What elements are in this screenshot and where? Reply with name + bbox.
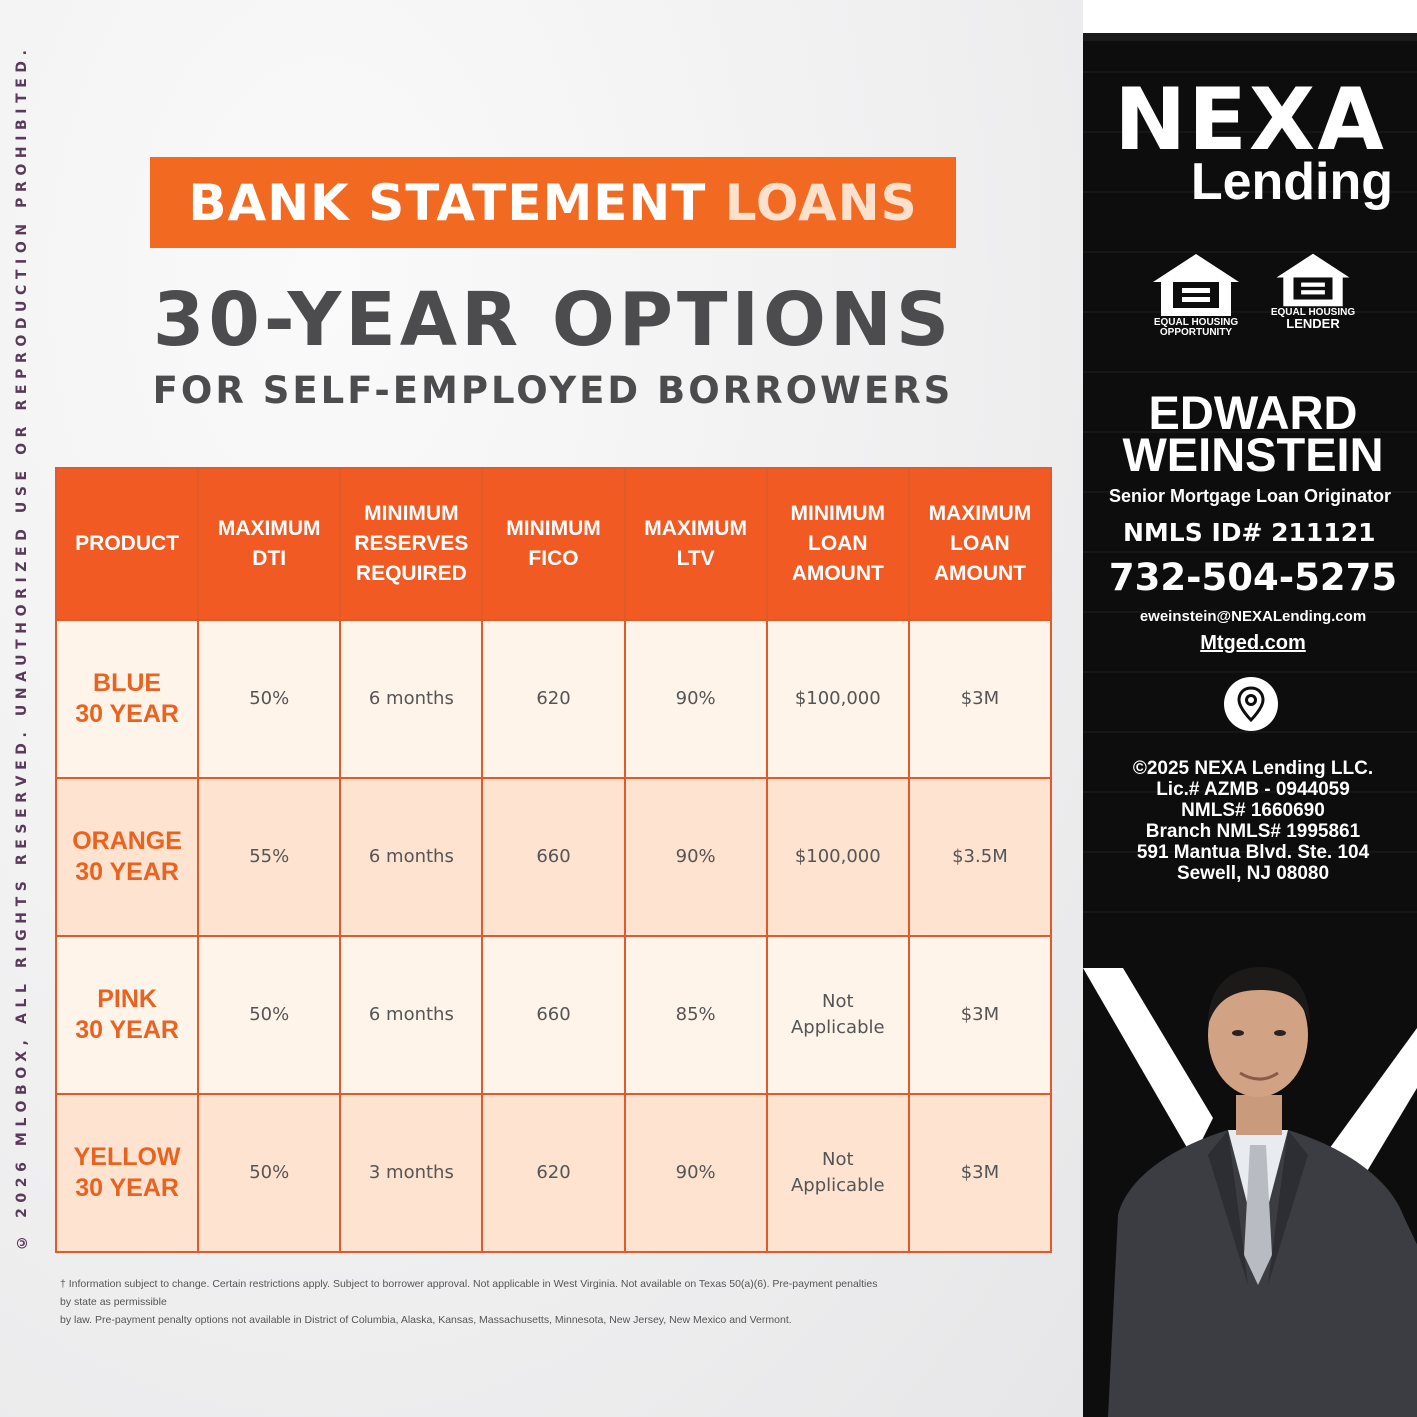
dti-cell: 50% xyxy=(198,620,340,778)
ltv-cell: 85% xyxy=(625,936,767,1094)
loan-options-table xyxy=(55,467,1052,1253)
table-row xyxy=(56,936,1051,1094)
ltv-cell: 90% xyxy=(625,778,767,936)
agent-email[interactable]: eweinstein@NEXALending.com xyxy=(1139,608,1367,625)
dti-cell: 50% xyxy=(198,1094,340,1252)
fico-cell: 660 xyxy=(482,936,624,1094)
agent-phone[interactable]: 732-504-5275 xyxy=(1108,556,1398,599)
reserves-cell: 6 months xyxy=(340,778,482,936)
reserves-cell: 6 months xyxy=(340,620,482,778)
agent-title: Senior Mortgage Loan Originator xyxy=(1108,486,1391,506)
table-row xyxy=(56,1094,1051,1252)
min-loan-cell: $100,000 xyxy=(767,778,909,936)
agent-photo xyxy=(1088,955,1417,1417)
agent-nmls: NMLS ID# 211121 xyxy=(1123,518,1376,547)
page-title: 30-YEAR OPTIONS xyxy=(152,277,954,363)
header-product: PRODUCT xyxy=(56,468,198,620)
min-loan-cell: Not Applicable xyxy=(767,1094,909,1252)
product-cell: YELLOW 30 YEAR xyxy=(56,1094,198,1252)
eho-lender-line-2: LENDER xyxy=(1286,316,1340,331)
min-loan-cell: Not Applicable xyxy=(767,936,909,1094)
header-max-ltv: MAXIMUM LTV xyxy=(625,468,767,620)
header-max-dti: MAXIMUM DTI xyxy=(198,468,340,620)
company-line: Lic.# AZMB - 0944059 xyxy=(1156,779,1350,800)
agent-panel xyxy=(1083,0,1417,1417)
reserves-cell: 6 months xyxy=(340,936,482,1094)
banner-text-primary: BANK STATEMENT xyxy=(188,173,707,232)
header-min-fico: MINIMUM FICO xyxy=(482,468,624,620)
company-line: NMLS# 1660690 xyxy=(1181,800,1325,821)
title-banner xyxy=(150,157,956,248)
reserves-cell: 3 months xyxy=(340,1094,482,1252)
company-line: Sewell, NJ 08080 xyxy=(1176,863,1330,884)
table-header-row xyxy=(56,468,1051,620)
panel-top-bar xyxy=(1083,0,1417,33)
map-pin-glyph xyxy=(1236,686,1266,722)
product-cell: BLUE 30 YEAR xyxy=(56,620,198,778)
company-info xyxy=(1083,758,1417,884)
agent-website-link[interactable]: Mtged.com xyxy=(1200,632,1306,654)
min-loan-cell: $100,000 xyxy=(767,620,909,778)
eho-line-1: EQUAL HOUSING xyxy=(1153,317,1239,328)
company-line: Branch NMLS# 1995861 xyxy=(1145,821,1361,842)
panel-top-strip xyxy=(1083,33,1417,41)
product-cell: ORANGE 30 YEAR xyxy=(56,778,198,936)
equal-housing-opportunity-logo xyxy=(1146,252,1246,338)
fico-cell: 660 xyxy=(482,778,624,936)
dti-cell: 50% xyxy=(198,936,340,1094)
header-min-reserves: MINIMUM RESERVES REQUIRED xyxy=(340,468,482,620)
nexa-logo: NEXA xyxy=(1114,70,1386,170)
banner-text-secondary: LOANS xyxy=(724,173,918,232)
table-row xyxy=(56,778,1051,936)
product-cell: PINK 30 YEAR xyxy=(56,936,198,1094)
lending-logo-text: Lending xyxy=(1190,153,1393,211)
eho-lender-line-1: EQUAL HOUSING xyxy=(1270,307,1356,318)
page-subtitle: FOR SELF-EMPLOYED BORROWERS xyxy=(152,369,954,412)
max-loan-cell: $3.5M xyxy=(909,778,1051,936)
disclaimer: † Information subject to change. Certain restrictions apply. Subject to borrower approval. Not applicable in West Virginia. Not available on Texas 50(a)(6). Pre-payment penalties by state as permissible by law. Pre-payment penalty options not available in District of Columbia, Alaska, Kansas, Massachusetts, Minnesota, New Jersey, New Mexico and Vermont. xyxy=(60,1278,878,1326)
map-pin-icon[interactable] xyxy=(1224,677,1278,731)
dti-cell: 55% xyxy=(198,778,340,936)
max-loan-cell: $3M xyxy=(909,1094,1051,1252)
house-equal-icon xyxy=(1151,252,1241,318)
fico-cell: 620 xyxy=(482,620,624,778)
max-loan-cell: $3M xyxy=(909,620,1051,778)
copyright-notice: © 2026 MLOBOX, ALL RIGHTS RESERVED. UNAUTHORIZED USE OR REPRODUCTION PROHIBITED. xyxy=(14,44,30,1250)
header-min-loan: MINIMUM LOAN AMOUNT xyxy=(767,468,909,620)
company-line: ©2025 NEXA Lending LLC. xyxy=(1132,758,1374,779)
agent-name: EDWARD WEINSTEIN xyxy=(1122,386,1384,481)
max-loan-cell: $3M xyxy=(909,936,1051,1094)
fico-cell: 620 xyxy=(482,1094,624,1252)
table-row xyxy=(56,620,1051,778)
company-line: 591 Mantua Blvd. Ste. 104 xyxy=(1136,842,1370,863)
header-max-loan: MAXIMUM LOAN AMOUNT xyxy=(909,468,1051,620)
ltv-cell: 90% xyxy=(625,1094,767,1252)
eho-line-2: OPPORTUNITY xyxy=(1159,327,1233,338)
ltv-cell: 90% xyxy=(625,620,767,778)
equal-housing-lender-logo xyxy=(1263,252,1363,330)
house-equal-icon xyxy=(1274,252,1352,308)
